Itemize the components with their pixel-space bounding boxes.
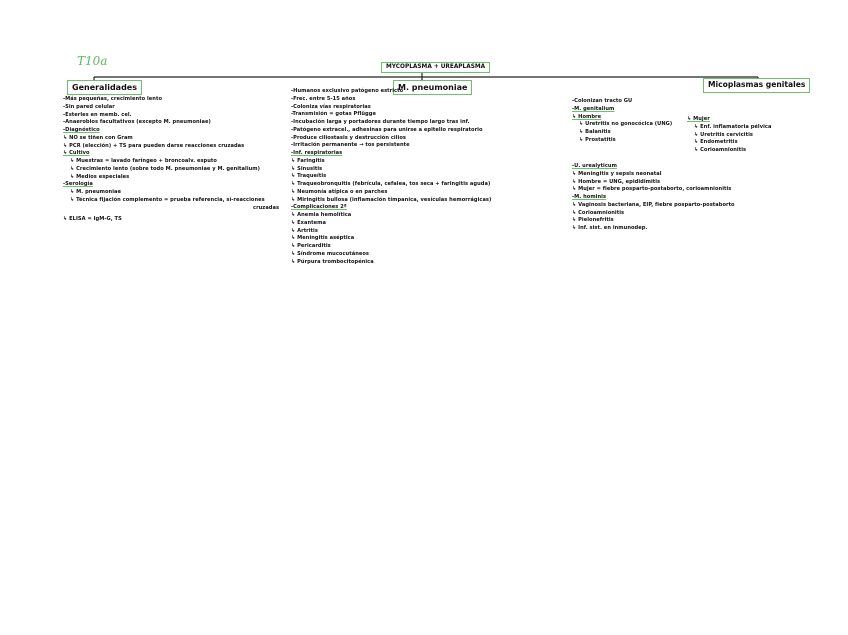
list-item: ↳ Prostatitis [579, 136, 616, 143]
list-item: ↳ Pielonefritis [572, 217, 614, 224]
list-item: ↳ Sinusitis [291, 165, 323, 172]
list-item: -M. genitalium [572, 105, 615, 112]
list-item: -Diagnóstico [63, 127, 100, 133]
list-item: ↳ Uretritis cervicitis [694, 131, 753, 138]
list-item: -Esterles en memb. cel. [63, 111, 132, 118]
genitales-right-list [687, 116, 797, 155]
list-item: ↳ Inf. sist. en inmunodep. [572, 225, 648, 231]
list-item: ↳ Corioamnionitis [694, 147, 747, 153]
list-item: ↳ Traqueobronquitis (febrícula, cefalea, tos seca + faringitis aguda) [291, 181, 491, 187]
list-item: ↳ M. pneumoniae [70, 189, 121, 195]
list-item: ↳ PCR (elección) + TS para pueden darse reacciones cruzadas [63, 142, 245, 149]
list-item: ↳ Hombre [572, 113, 602, 120]
list-item: ↳ Corioamnionitis [572, 209, 625, 216]
list-item: ↳ Anemia hemolítica [291, 212, 352, 218]
list-item: ↳ Púrpura trombocitopénica [291, 258, 374, 265]
list-item: -Inf. respiratorias [291, 150, 343, 156]
list-item: ↳ ELISA = IgM-G, TS [63, 216, 122, 223]
list-item: ↳ Enf. inflamatoria pélvica [694, 123, 772, 130]
list-item: cruzadas [253, 204, 280, 211]
list-item: ↳ Crecimiento lento (sobre todo M. pneumoniae y M. genitalium) [70, 165, 261, 172]
root-title: MYCOPLASMA + UREAPLASMA [381, 62, 490, 73]
list-item: -Serología [63, 181, 93, 188]
list-item: ↳ Artritis [291, 227, 318, 234]
list-item: ↳ Endometritis [694, 139, 738, 146]
heading-genitales: Micoplasmas genitales [703, 78, 810, 93]
list-item: -Patógeno extracel., adhesinas para unirse a epitelio respiratorio [291, 126, 483, 133]
list-item: ↳ Balanitis [579, 129, 611, 135]
list-item: -Irritación permanente → tos persistente [291, 142, 410, 149]
list-item: ↳ Vaginosis bacteriana, EIP, fiebre posparto-postaborto [572, 201, 735, 208]
list-item: -Coloniza vías respiratorias [291, 103, 371, 110]
list-item: ↳ Técnica fijación complemento = prueba referencia, sí-reacciones [70, 196, 265, 203]
heading-generalidades: Generalidades [67, 80, 142, 95]
list-item: ↳ Muestras = lavado faríngeo + broncoalv. esputo [70, 158, 217, 164]
list-item: ↳ Meningitis aséptica [291, 235, 355, 242]
list-item: ↳ Cultivo [63, 150, 90, 157]
list-item: ↳ Traqueítis [291, 173, 327, 180]
list-item: ↳ NO se tiñen con Gram [63, 134, 133, 141]
list-item: ↳ Pericarditis [291, 243, 331, 249]
genitales-left-list [572, 98, 684, 145]
list-item: -Complicaciones 2ª [291, 204, 347, 211]
heading-pneumoniae: M. pneumoniae [393, 80, 472, 95]
list-item: ↳ Mujer = fiebre posparto-postaborto, corioamnionitis [572, 186, 732, 193]
page-tag: T10a [77, 54, 108, 68]
list-item: -U. urealyticum [572, 163, 617, 169]
list-item: ↳ Síndrome mucocutáneos [291, 250, 370, 257]
list-item: ↳ Exantema [291, 219, 327, 226]
list-item: -Humanos exclusivo patógeno estricto [291, 88, 404, 94]
list-item: ↳ Meningitis y sepsis neonatal [572, 170, 662, 177]
list-item: ↳ Uretritis no gonocócica (UNG) [579, 121, 673, 128]
pneumoniae-list [291, 88, 551, 266]
list-item: -Anaerobios facultativos (excepto M. pneumoniae) [63, 119, 211, 126]
genitales-bottom-list [572, 163, 772, 233]
list-item: -Más pequeñas, crecimiento lento [63, 96, 163, 102]
list-item: ↳ Miringitis bullosa (inflamación tímpanica, vesículas hemorrágicas) [291, 196, 492, 203]
list-item: -Incubación larga y portadores durante tiempo largo tras inf. [291, 119, 470, 125]
list-item: -Frec. entre 5-15 años [291, 95, 356, 102]
list-item: -Produce ciliostasis y destrucción cilios [291, 134, 406, 141]
list-item: ↳ Medios especiales [70, 173, 130, 180]
list-item: ↳ Mujer [687, 116, 710, 122]
generalidades-list [63, 96, 285, 224]
list-item: -Colonizan tracto GU [572, 98, 633, 104]
list-item: -Sin pared celular [63, 103, 115, 110]
list-item: -M. hominis [572, 194, 607, 200]
list-item: ↳ Neumonía atípica o en parches [291, 188, 388, 195]
list-item: -Transmisión = gotas Pflügge [291, 111, 376, 118]
list-item: ↳ Faringitis [291, 157, 325, 164]
list-item: ↳ Hombre = UNG, epididimitis [572, 178, 661, 185]
